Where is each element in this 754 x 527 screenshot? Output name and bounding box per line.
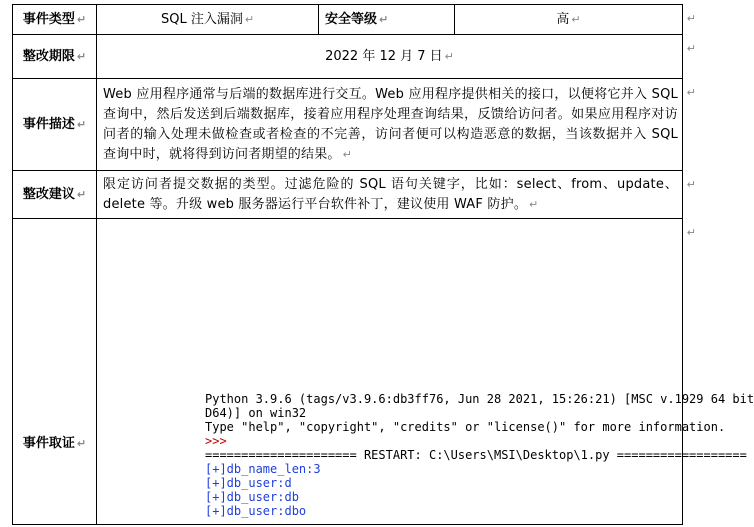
- row-event-type: [13, 5, 683, 35]
- shell-prompt: >>>: [205, 434, 227, 448]
- event-type-value: SQL 注入漏洞 ↵: [97, 5, 319, 35]
- shell-output-line: [+]db_user:d: [205, 476, 292, 490]
- incident-report-table: [12, 4, 754, 525]
- description-text: Web 应用程序通常与后端的数据库进行交互。Web 应用程序提供相关的接口，以便将它并入 SQL 查询中，然后发送到后端数据库，接着应用程序处理查询结果，反馈给访问者。如果应用程序对访问者的输入处理未做检查或者检查的不完善，访问者便可以构造恶意的数据，当该数据并入 SQL 查询中时，就将得到访问者期望的结果。 ↵ ↵: [97, 79, 683, 171]
- row-evidence: [13, 219, 683, 525]
- shell-banner-line-1: Python 3.9.6 (tags/v3.9.6:db3ff76, Jun 28 2021, 15:26:21) [MSC v.1929 64 bit: [205, 392, 754, 406]
- row-deadline: [13, 35, 683, 79]
- deadline-value: 2022 年 12 月 7 日 ↵ ↵: [97, 35, 683, 79]
- row-description: [13, 79, 683, 171]
- suggestion-text: 限定访问者提交数据的类型。过滤危险的 SQL 语句关键字，比如：select、from、update、delete 等。升级 web 服务器运行平台软件补丁，建议使用 WAF 防护。 ↵ ↵: [97, 171, 683, 219]
- shell-banner-line-2: D64)] on win32: [205, 406, 307, 420]
- evidence-screenshot: ↵ Python 3.9.6 (tags/v3.9.6:db3ff76, Jun 28 2021, 15:26:21) [MSC v.1929 64 bit D64)] on win32 Type "help", "copyright", "credits" or "license()" for more information. >>> ===================== RESTART: C:\Users\MSI\Desktop\1.py ================== [+]db_name_len:3 [+]db_user:d [+]db_user:db [+]db_user:dbo: [97, 219, 683, 525]
- shell-output-line: [+]db_name_len:3: [205, 462, 321, 476]
- shell-output-line: [+]db_user:db: [205, 490, 299, 504]
- suggestion-label: 整改建议 ↵: [13, 171, 97, 219]
- shell-output-line: [+]db_user:dbo: [205, 504, 307, 518]
- event-type-label: 事件类型 ↵: [13, 5, 97, 35]
- description-label: 事件描述 ↵: [13, 79, 97, 171]
- shell-restart-line: ===================== RESTART: C:\Users\MSI\Desktop\1.py ==================: [205, 448, 747, 462]
- security-level-value: 高 ↵ ↵: [455, 5, 683, 35]
- python-shell-output: [193, 354, 754, 524]
- security-level-label: 安全等级 ↵: [319, 5, 455, 35]
- row-suggestion: [13, 171, 683, 219]
- evidence-label: 事件取证 ↵: [13, 219, 97, 525]
- deadline-label: 整改期限 ↵: [13, 35, 97, 79]
- shell-banner-line-3: Type "help", "copyright", "credits" or "license()" for more information.: [205, 420, 726, 434]
